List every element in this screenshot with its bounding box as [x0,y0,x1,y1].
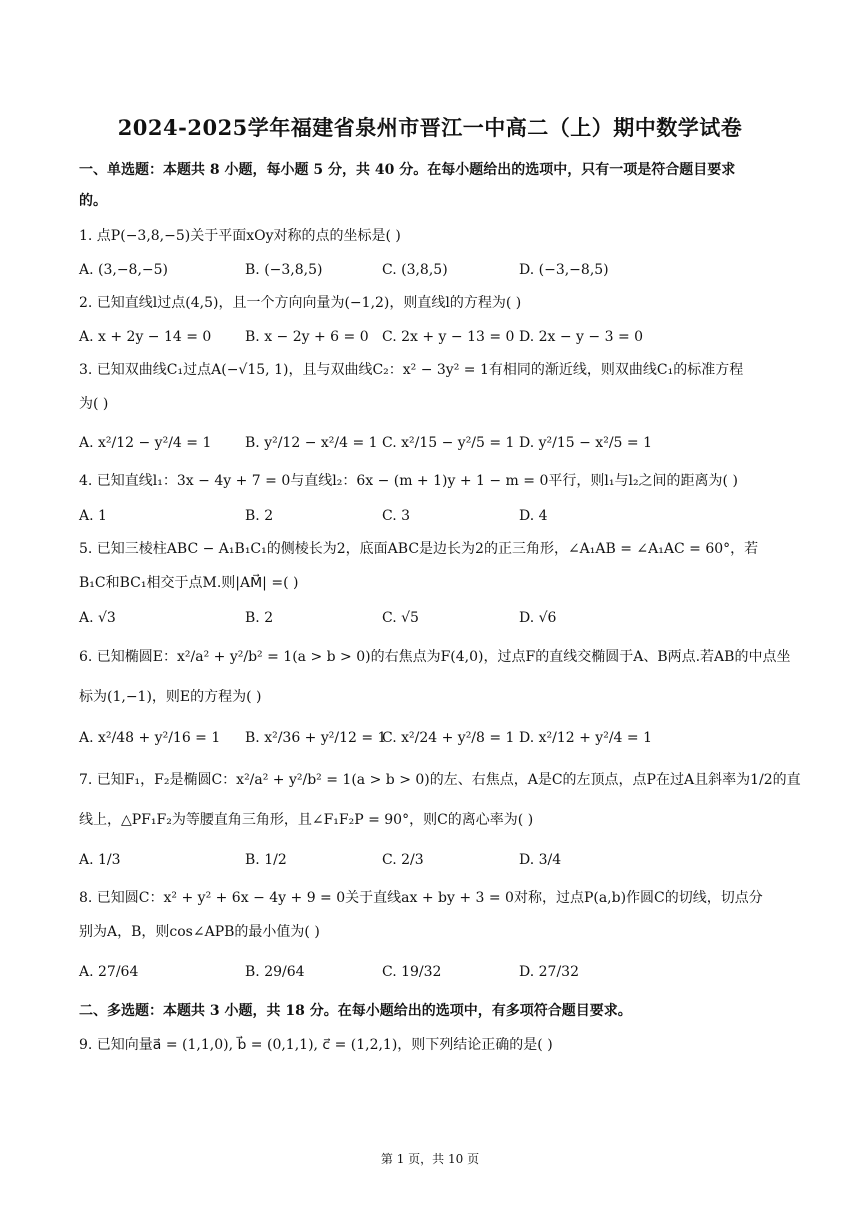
question-8-stem-line2: 别为A，B，则cos∠APB的最小值为( ) [79,924,320,940]
option-c: C. 3 [382,508,411,524]
question-5-stem-line2: B₁C和BC₁相交于点M.则|AM⃗| =( ) [79,575,299,591]
section1-heading-line2: 的。 [79,193,107,209]
option-b: B. x²/36 + y²/12 = 1 [245,730,387,746]
option-a: A. 1/3 [79,852,121,868]
section1-heading-line1: 一、单选题：本题共 8 小题，每小题 5 分，共 40 分。在每小题给出的选项中，只有一项是符合题目要求 [79,162,736,178]
question-2-stem: 2. 已知直线l过点(4,5)，且一个方向向量为(−1,2)，则直线l的方程为( ) [79,295,522,311]
question-1-stem: 1. 点P(−3,8,−5)关于平面xOy对称的点的坐标是( ) [79,228,401,244]
option-c: C. 19/32 [382,964,442,980]
option-d: D. 27/32 [519,964,579,980]
question-3-stem-line2: 为( ) [79,396,109,412]
option-b: B. (−3,8,5) [245,262,323,278]
option-a: A. x + 2y − 14 = 0 [79,329,212,345]
option-d: D. x²/12 + y²/4 = 1 [519,730,652,746]
question-8-stem-line1: 8. 已知圆C：x² + y² + 6x − 4y + 9 = 0关于直线ax + by + 3 = 0对称，过点P(a,b)作圆C的切线，切点分 [79,890,763,906]
option-c: C. √5 [382,610,419,626]
option-a: A. √3 [79,610,116,626]
section2-heading: 二、多选题：本题共 3 小题，共 18 分。在每小题给出的选项中，有多项符合题目要求。 [79,1003,632,1019]
option-b: B. 29/64 [245,964,305,980]
option-c: C. 2/3 [382,852,424,868]
option-d: D. 2x − y − 3 = 0 [519,329,644,345]
question-7-stem-line1: 7. 已知F₁，F₂是椭圆C：x²/a² + y²/b² = 1(a > b > 0)的左、右焦点，A是C的左顶点，点P在过A且斜率为1/2的直 [79,772,801,788]
question-7-stem-line2: 线上，△PF₁F₂为等腰直角三角形，且∠F₁F₂P = 90°，则C的离心率为( ) [79,812,534,828]
option-a: A. 1 [79,508,107,524]
option-b: B. x − 2y + 6 = 0 [245,329,369,345]
option-d: D. y²/15 − x²/5 = 1 [519,435,652,451]
option-b: B. 1/2 [245,852,287,868]
option-d: D. (−3,−8,5) [519,262,609,278]
option-a: A. (3,−8,−5) [79,262,169,278]
page-title: 2024-2025学年福建省泉州市晋江一中高二（上）期中数学试卷 [117,115,743,140]
option-c: C. (3,8,5) [382,262,448,278]
question-6-stem-line2: 标为(1,−1)，则E的方程为( ) [79,689,262,705]
option-d: D. 4 [519,508,548,524]
option-c: C. x²/24 + y²/8 = 1 [382,730,515,746]
question-5-stem-line1: 5. 已知三棱柱ABC − A₁B₁C₁的侧棱长为2，底面ABC是边长为2的正三角形，∠A₁AB = ∠A₁AC = 60°，若 [79,541,759,557]
option-a: A. 27/64 [79,964,139,980]
question-3-stem-line1: 3. 已知双曲线C₁过点A(−√15, 1)，且与双曲线C₂：x² − 3y² = 1有相同的渐近线，则双曲线C₁的标准方程 [79,362,744,378]
question-4-stem: 4. 已知直线l₁：3x − 4y + 7 = 0与直线l₂：6x − (m + 1)y + 1 − m = 0平行，则l₁与l₂之间的距离为( ) [79,473,738,489]
option-a: A. x²/12 − y²/4 = 1 [79,435,212,451]
option-c: C. 2x + y − 13 = 0 [382,329,515,345]
option-d: D. √6 [519,610,557,626]
option-d: D. 3/4 [519,852,562,868]
page-footer: 第 1 页，共 10 页 [380,1152,480,1166]
option-c: C. x²/15 − y²/5 = 1 [382,435,515,451]
option-b: B. 2 [245,508,274,524]
question-6-stem-line1: 6. 已知椭圆E：x²/a² + y²/b² = 1(a > b > 0)的右焦点为F(4,0)，过点F的直线交椭圆于A、B两点.若AB的中点坐 [79,649,791,665]
question-9-stem: 9. 已知向量a⃗ = (1,1,0), b⃗ = (0,1,1), c⃗ = (1,2,1)，则下列结论正确的是( ) [79,1037,553,1053]
option-b: B. y²/12 − x²/4 = 1 [245,435,378,451]
option-b: B. 2 [245,610,274,626]
option-a: A. x²/48 + y²/16 = 1 [79,730,221,746]
